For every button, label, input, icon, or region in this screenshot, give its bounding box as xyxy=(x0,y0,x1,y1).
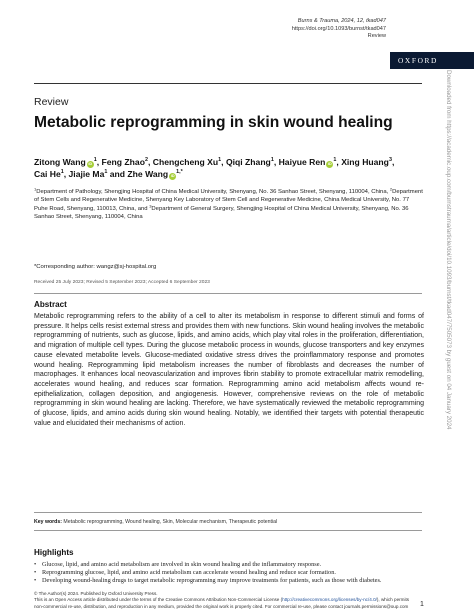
bullet-icon: • xyxy=(34,561,37,568)
author-affiliation-marker: 3 xyxy=(388,157,392,163)
author-name: Jiajie Ma xyxy=(68,169,105,180)
author-separator: , xyxy=(63,169,67,180)
author-name: Haiyue Ren xyxy=(278,157,326,167)
affiliation-marker: 2 xyxy=(389,186,393,192)
author-affiliation-marker: 1 xyxy=(93,157,97,163)
author xyxy=(127,169,182,179)
author xyxy=(341,157,394,167)
keywords-divider-bottom xyxy=(34,530,422,531)
affiliation-marker: 3 xyxy=(149,203,152,209)
author-affiliation-marker: 2 xyxy=(144,157,148,163)
highlights-heading: Highlights xyxy=(34,548,74,557)
author-separator: , xyxy=(221,157,224,167)
author-name: Zhe Wang xyxy=(127,169,169,180)
abstract-text: Metabolic reprogramming refers to the ability of a cell to alter its metabolism in response to different stimuli and forms of pressure. It helps cells resist external stress and provides them with new functions. Skin wound healing involves the metabolic reprogramming of nutrients, such as glucose, lipids, and amino acids, which play vital roles in the proliferation, differentiation, and migration of multiple cell types. During the glucose metabolic process in wounds, glucose transporters and key enzymes cause elevated metabolite levels. Glucose-mediated oxidative stress drives the proinflammatory response and promotes wound healing. Reprogramming lipid metabolism increases the number of fibroblasts and decreases the number of macrophages. It enhances local neovascularization and improves fibrin stability to promote extracellular matrix remodelling, accelerates wound healing, and reduces scar formation. Reprogramming amino acid metabolism affects wound re-epithelialization, collagen deposition, and angiogenesis. However, comprehensive reviews on the role of metabolic reprogramming in skin wound healing are lacking. Therefore, we have systematically reviewed the metabolic reprogramming of glucose, lipids, and amino acids during skin wound healing. Notably, we identified their targets with potential therapeutic value and elucidated their mechanisms of action. xyxy=(34,313,424,427)
author-name: Zitong Wang xyxy=(34,157,86,167)
license-text-start: This is an Open Access article distributed under the terms of the Creative Commons Attribution Non-Commercial License ( xyxy=(34,597,283,603)
author xyxy=(34,169,66,179)
article-title: Metabolic reprogramming in skin wound healing xyxy=(34,114,393,131)
bullet-icon: • xyxy=(34,569,37,576)
article-dates: Received 25 July 2023; Revised 5 September 2023; Accepted 6 September 2023 xyxy=(34,280,210,285)
author-affiliation-marker: 1,* xyxy=(176,169,183,176)
copyright-line: © The Author(s) 2024. Published by Oxford University Press. xyxy=(34,591,158,596)
author-list xyxy=(34,156,424,181)
abstract-divider-top xyxy=(34,293,422,294)
author-name: Xing Huang xyxy=(341,157,389,167)
oxford-logo: OXFORD xyxy=(390,52,474,69)
journal-name: Burns & Trauma, 2024, 12, tkad047 xyxy=(297,18,386,24)
license-text-end: ), which permits non-commercial re-use, distribution, and reproduction in any medium, provided the original work is properly cited. For commercial re-use, please contact journals.permissions@oup.com xyxy=(34,597,410,609)
author xyxy=(102,157,151,167)
author xyxy=(226,157,276,167)
keywords xyxy=(34,519,277,525)
author-name: Chengcheng Xu xyxy=(152,157,219,167)
affiliation-marker: 1 xyxy=(34,186,37,192)
author xyxy=(34,157,99,167)
author xyxy=(153,157,224,167)
highlight-item xyxy=(34,577,424,585)
orcid-icon[interactable]: iD xyxy=(88,162,93,166)
journal-header xyxy=(292,18,386,41)
author xyxy=(279,157,339,167)
highlight-text: Reprogramming glucose, lipid, and amino acid metabolism can accelerate wound healing and reduce scar formation. xyxy=(42,569,336,576)
author-name: Qiqi Zhang xyxy=(225,157,271,167)
license-link[interactable]: http://creativecommons.org/licenses/by-nc/4.0/ xyxy=(282,597,377,603)
orcid-icon[interactable]: iD xyxy=(328,162,332,166)
keywords-text: Metabolic reprogramming, Wound healing, Skin, Molecular mechanism, Therapeutic potential xyxy=(63,519,278,525)
header-divider xyxy=(34,83,422,84)
affiliation-1: Department of Pathology, Shengjing Hospital of China Medical University, Shenyang, No. 36 Sanhao Street, Shenyang, 110004, China, xyxy=(36,189,390,195)
author-affiliation-marker: 1 xyxy=(270,157,274,163)
affiliations xyxy=(34,188,424,221)
keywords-divider xyxy=(34,512,422,513)
author-separator: , xyxy=(336,157,339,167)
license-text xyxy=(34,597,414,610)
highlight-text: Developing wound-healing drugs to target metabolic reprogramming may improve treatments for patients, such as those with diabetes. xyxy=(42,577,382,584)
orcid-icon[interactable]: iD xyxy=(170,174,175,179)
author-affiliation-marker: 1 xyxy=(333,157,337,163)
author-separator: , xyxy=(273,157,277,167)
author-separator: , xyxy=(147,157,151,167)
doi-link[interactable]: https://doi.org/10.1093/burnst/tkad047 xyxy=(291,25,386,32)
page-number: 1 xyxy=(420,601,424,608)
bullet-icon: • xyxy=(34,577,37,584)
abstract-heading: Abstract xyxy=(34,300,67,309)
author-separator: and xyxy=(107,169,126,180)
corresponding-author: *Corresponding author: wangz@sj-hospital.org xyxy=(34,264,157,270)
author-separator: , xyxy=(391,157,395,167)
author-separator: , xyxy=(96,157,100,167)
highlight-item xyxy=(34,569,424,577)
journal-section: Review xyxy=(367,33,386,40)
author-affiliation-marker: 1 xyxy=(104,169,108,176)
highlight-text: Glucose, lipid, and amino acid metabolism are involved in skin wound healing and the inflammatory response. xyxy=(42,561,322,568)
keywords-label: Key words: xyxy=(34,519,62,525)
highlights-list xyxy=(34,561,424,585)
affiliation-2: Department of Stem Cells and Regenerative Medicine, Shenyang Key Laboratory of Stem Cell and Regenerative Medicine, China Medical University, No. 77 Puhe Road, Shenyang, 110013, China, and xyxy=(34,189,423,212)
article-type: Review xyxy=(34,96,69,108)
author-name: Feng Zhao xyxy=(101,157,145,167)
download-watermark: Downloaded from https://academic.oup.com/burnstrauma/article/doi/10.1093/burnst/tkad047/7505073 by guest on 04 January 2024 xyxy=(445,70,452,430)
author xyxy=(69,169,126,179)
highlight-item xyxy=(34,561,424,569)
author-name: Cai He xyxy=(34,169,61,180)
license-footer xyxy=(34,591,414,610)
affiliation-3: Department of General Surgery, Shengjing Hospital of China Medical University, Shenyang, No. 36 Sanhao Street, Shenyang, 110004, China xyxy=(34,205,409,220)
author-affiliation-marker: 1 xyxy=(60,169,64,176)
author-affiliation-marker: 1 xyxy=(218,157,222,163)
